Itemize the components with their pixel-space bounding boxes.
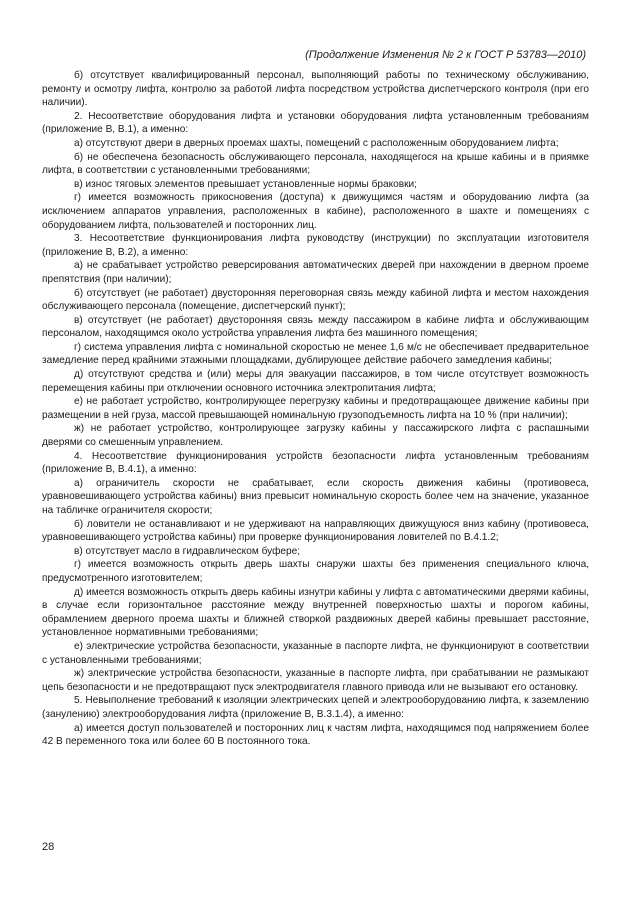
paragraph: 3. Несоответствие функционирования лифта руководству (инструкции) по эксплуатации изготовителя (приложение В, В.2), а именно: (42, 233, 589, 258)
paragraph: 4. Несоответствие функционирования устройств безопасности лифта установленным требованиям (приложение В, В.4.1), а именно: (42, 450, 589, 476)
paragraph: а) не срабатывает устройство реверсирования автоматических дверей при нахождении в дверном проеме препятствия (при наличии); (42, 260, 589, 285)
paragraph: б) отсутствует квалифицированный персонал, выполняющий работы по техническому обслуживанию, ремонту и осмотру лифта, контролю за работой лифта посредством устройства диспетчерского контроля (при его наличии). (42, 70, 589, 109)
paragraph: г) имеется возможность открыть дверь шахты снаружи шахты без применения специального ключа, предусмотренного изготовителем; (42, 559, 589, 584)
paragraph: 5. Невыполнение требований к изоляции электрических цепей и электрооборудованию лифта, к заземлению (занулению) электрооборудования лифта (приложение В, В.3.1.4), а именно: (42, 695, 589, 720)
paragraph: б) не обеспечена безопасность обслуживающего персонала, находящегося на крыше кабины и в приямке лифта, в соответствии с установленными требованиями; (42, 151, 589, 177)
paragraph: а) имеется доступ пользователей и посторонних лиц к частям лифта, находящимся под напряжением более 42 В переменного тока или более 60 В постоянного тока. (42, 722, 589, 748)
paragraph: е) не работает устройство, контролирующее перегрузку кабины и предотвращающее движение кабины при размещении в ней груза, массой превышающей номинальную грузоподъемность лифта на 10 % (при наличии); (42, 396, 589, 421)
paragraph: в) отсутствует масло в гидравлическом буфере; (74, 545, 301, 557)
paragraph: г) имеется возможность прикосновения (доступа) к движущимся частям и оборудованию лифта (за исключением аппаратов управления, расположенных в кабине), расположенного в шахте и помещениях с оборудованием лифта, пользователей и посторонних лиц. (42, 192, 589, 231)
paragraph: ж) электрические устройства безопасности, указанные в паспорте лифта, при срабатывании не размыкают цепь безопасности и не предотвращают пуск электродвигателя главного привода или не вызывают его остановку. (42, 668, 589, 693)
paragraph: б) ловители не останавливают и не удерживают на направляющих движущуюся вниз кабину (противовеса, уравновешивающего устройства кабины) при проверке функционирования ловителей по В.4.1.2; (42, 518, 589, 544)
running-header: (Продолжение Изменения № 2 к ГОСТ Р 53783—2010) (305, 49, 586, 61)
document-body (42, 69, 589, 749)
paragraph: в) износ тяговых элементов превышает установленные нормы браковки; (74, 178, 417, 190)
page-number: 28 (42, 841, 55, 853)
paragraph: ж) не работает устройство, контролирующее загрузку кабины у пассажирского лифта с распашными дверями со смешенным управлением. (42, 423, 589, 449)
paragraph: а) ограничитель скорости не срабатывает, если скорость движения кабины (противовеса, уравновешивающего устройства кабины) вниз превысит номинальную скорость более чем на значение, указанное на табличке ограничителя скорости; (42, 477, 589, 516)
paragraph: д) отсутствуют средства и (или) меры для эвакуации пассажиров, в том числе отсутствует возможность перемещения кабины при отключении основного источника электропитания лифта; (42, 369, 589, 394)
paragraph: 2. Несоответствие оборудования лифта и установки оборудования лифта установленным требованиям (приложение В, В.1), а именно: (42, 110, 589, 136)
paragraph: а) отсутствуют двери в дверных проемах шахты, помещений с расположенным оборудованием лифта; (74, 137, 559, 149)
paragraph: г) система управления лифта с номинальной скоростью не менее 1,6 м/с не обеспечивает предварительное замедление перед крайними этажными площадками, дублирующее действие рабочего замедления кабины; (42, 341, 589, 367)
paragraph: б) отсутствует (не работает) двусторонняя переговорная связь между кабиной лифта и местом нахождения обслуживающего персонала (помещение, диспетчерский пункт); (42, 287, 589, 313)
paragraph: е) электрические устройства безопасности, указанные в паспорте лифта, не функционируют в соответствии с установленными требованиями; (42, 640, 589, 666)
paragraph: в) отсутствует (не работает) двусторонняя связь между пассажиром в кабине лифта и обслуживающим персоналом, находящимся около устройства управления лифта без машинного помещения; (42, 314, 589, 340)
paragraph: д) имеется возможность открыть дверь кабины изнутри кабины у лифта с автоматическими дверями кабины, в случае если горизонтальное расстояние между внутренней поверхностью шахты и порогом кабины, обрамлением дверного проема шахты и ближней створкой раздвижных дверей кабины превышает расстояние, установленное нормативными требованиями; (42, 586, 589, 639)
